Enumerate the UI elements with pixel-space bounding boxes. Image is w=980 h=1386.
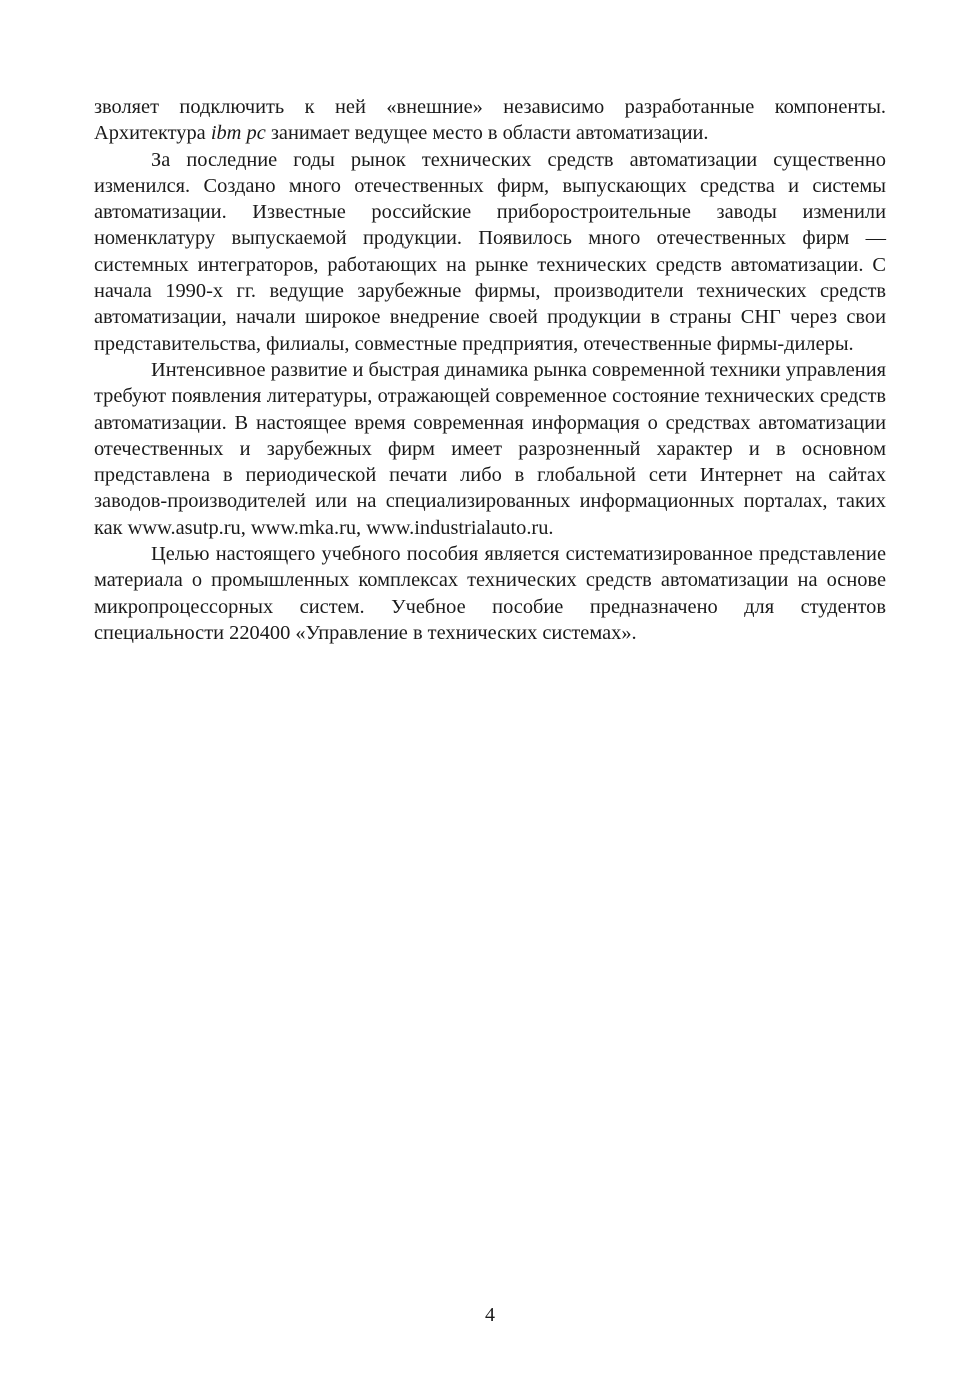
paragraph: Интенсивное развитие и быстрая динамика рынка современной техники управления требуют появления литературы, отражающей современное состояние технических средств автоматизации. В настоящее время современная информация о средствах автоматизации отечественных и зарубежных фирм имеет разрозненный характер и в основном представлена в периодической печати либо в глобальной сети Интернет на сайтах заводов-производителей или на специализированных информационных порталах, таких как www.asutp.ru, www.mka.ru, www.industrialauto.ru. bbox=[94, 358, 886, 539]
body-text bbox=[94, 94, 886, 646]
paragraph-text-part: зволяет подключить к ней «внешние» независимо разработанные компоненты. Архитектура bbox=[94, 96, 886, 145]
paragraph-continuation bbox=[94, 94, 886, 147]
page-number: 4 bbox=[485, 1304, 495, 1326]
paragraph-text-part: занимает ведущее место в области автоматизации. bbox=[265, 122, 709, 145]
paragraph: Целью настоящего учебного пособия является систематизированное представление материала о промышленных комплексах технических средств автоматизации на основе микропроцессорных систем. Учебное пособие предназначено для студентов специальности 220400 «Управление в технических системах». bbox=[94, 543, 886, 644]
italic-term: ibm pc bbox=[210, 122, 266, 145]
paragraph: За последние годы рынок технических средств автоматизации существенно изменился. Создано много отечественных фирм, выпускающих средства и системы автоматизации. Известные российские приборостроительные заводы изменили номенклатуру выпускаемой продукции. Появилось много отечественных фирм — системных интеграторов, работающих на рынке технических средств автоматизации. С начала 1990-х гг. ведущие зарубежные фирмы, производители технических средств автоматизации, начали широкое внедрение своей продукции в страны СНГ через свои представительства, филиалы, совместные предприятия, отечественные фирмы-дилеры. bbox=[94, 148, 886, 355]
